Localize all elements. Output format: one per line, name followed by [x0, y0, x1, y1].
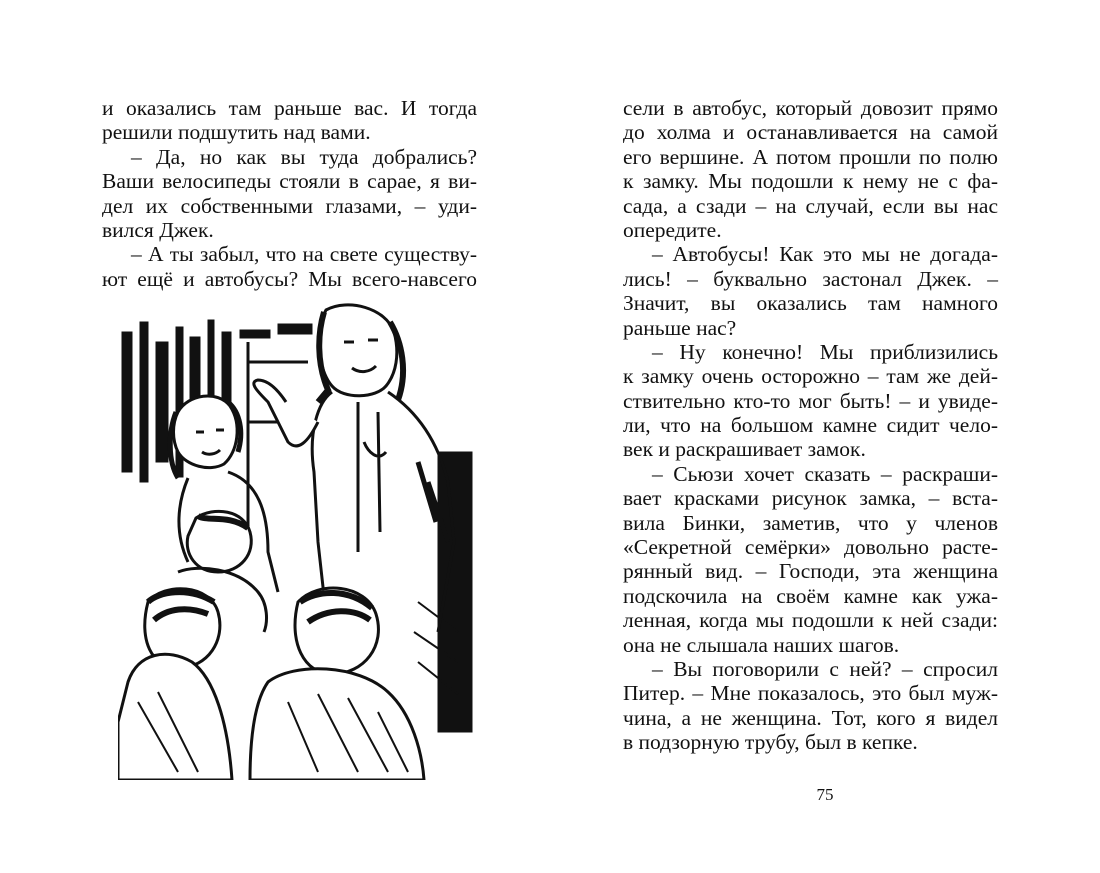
text-line: – А ты забыл, что на свете существу- — [131, 242, 477, 267]
hatch-bar — [438, 452, 472, 732]
text-line: – Сьюзи хочет сказать – раскраши- — [652, 461, 998, 486]
paragraph — [102, 96, 477, 145]
text-line: век и раскрашивает замок. — [623, 437, 866, 462]
text-line: рянный вид. – Господи, эта женщина — [623, 559, 998, 584]
hatch-bar — [240, 330, 270, 338]
text-line: она не слышала наших шагов. — [623, 632, 900, 657]
text-line: ли, что на большом камне сидит чело- — [623, 413, 998, 438]
text-line: Питер. – Мне показалось, это был муж- — [623, 681, 998, 706]
listener-body — [250, 669, 424, 780]
text-line: к замку очень осторожно – там же дей- — [623, 364, 998, 389]
illustration-drawing — [118, 302, 478, 780]
text-line: «Секретной семёрки» довольно расте- — [623, 535, 998, 560]
standing-girl-figure — [254, 305, 454, 632]
page-number: 75 — [816, 785, 834, 804]
paragraph — [623, 340, 998, 462]
text-line: дел их собственными глазами, – уди- — [102, 193, 477, 218]
text-line: сели в автобус, который довозит прямо — [623, 96, 998, 120]
text-line: ствительно кто-то мог быть! – и увиде- — [623, 388, 998, 413]
text-line: чина, а не женщина. Тот, кого я видел — [623, 705, 998, 730]
illustration-children-listening-to-girl — [118, 302, 478, 780]
right-text-column — [623, 96, 998, 755]
paragraph — [102, 242, 477, 291]
hatch-bar — [140, 322, 148, 482]
text-line: – Автобусы! Как это мы не догада- — [652, 242, 998, 267]
text-line: ленная, когда мы подошли к ней сзади: — [623, 608, 998, 633]
paragraph — [623, 242, 998, 340]
text-line: Значит, вы оказались там намного — [623, 291, 998, 316]
text-line: – Ну конечно! Мы приблизились — [652, 339, 998, 364]
text-line: ют ещё и автобусы? Мы всего-навсего — [102, 266, 477, 291]
text-line: опередите. — [623, 217, 722, 242]
text-line: решили подшутить над вами. — [102, 120, 371, 145]
text-line: – Да, но как вы туда добрались? — [131, 144, 477, 169]
hatch-bar — [156, 342, 168, 462]
text-line: в подзорную трубу, был в кепке. — [623, 730, 918, 755]
text-line: вает красками рисунок замка, – вста- — [623, 486, 998, 511]
text-line: подскочила на своём камне как ужа- — [623, 583, 998, 608]
listener-body — [118, 654, 232, 780]
text-line: к замку. Мы подошли к нему не с фа- — [623, 169, 998, 194]
paragraph — [623, 462, 998, 657]
text-line: сада, а сзади – на случай, если вы нас — [623, 193, 998, 218]
right-page — [550, 0, 1100, 873]
text-line: вился Джек. — [102, 217, 214, 242]
text-line: до холма и останавливается на самой — [623, 120, 998, 145]
paragraph — [623, 96, 998, 242]
paragraph — [102, 145, 477, 243]
text-line: лись! – буквально застонал Джек. – — [623, 266, 998, 291]
hatch-bar — [278, 324, 312, 334]
text-line: вила Бинки, заметив, что у членов — [623, 510, 998, 535]
left-text-column — [102, 96, 477, 291]
text-line: его вершине. А потом прошли по полю — [623, 144, 998, 169]
text-line: и оказались там раньше вас. И тогда — [102, 96, 477, 120]
text-line: раньше нас? — [623, 315, 737, 340]
text-line: Ваши велосипеды стояли в сарае, я ви- — [102, 169, 477, 194]
paragraph — [623, 657, 998, 755]
hatch-bar — [122, 332, 132, 472]
text-line: – Вы поговорили с ней? – спросил — [652, 656, 998, 681]
